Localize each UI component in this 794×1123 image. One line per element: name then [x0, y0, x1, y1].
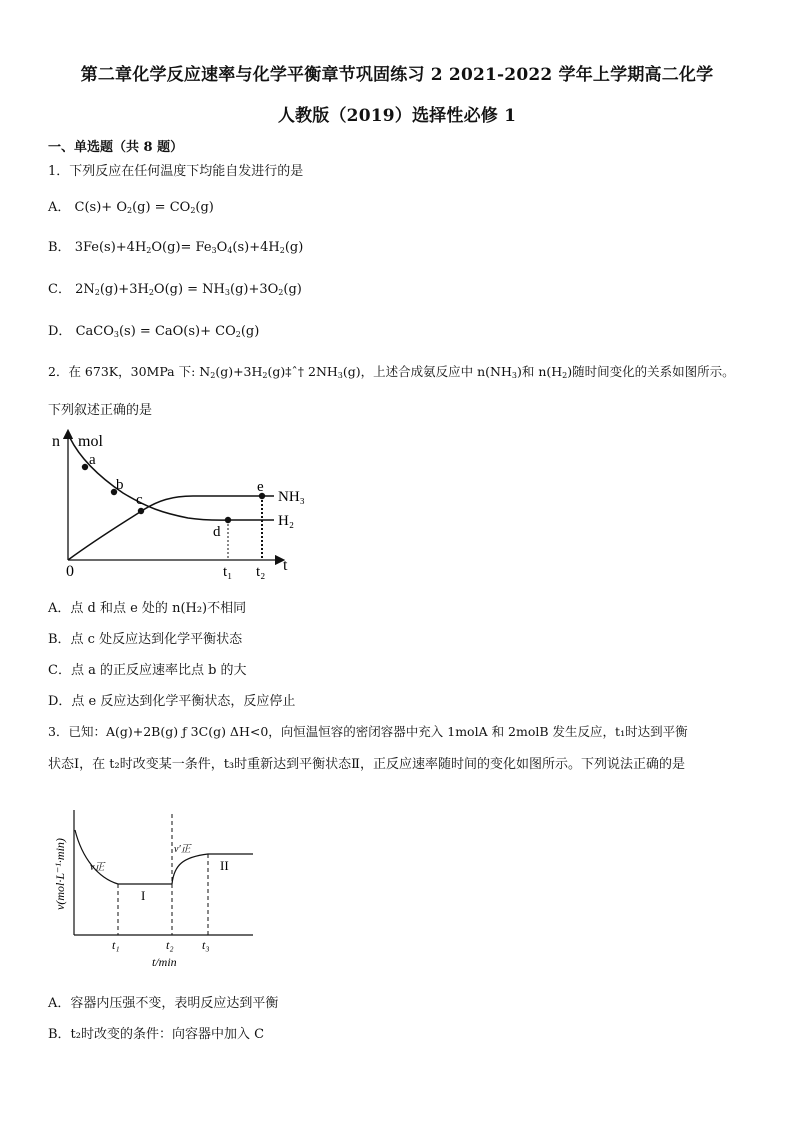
q2-origin-label: 0 [66, 563, 74, 580]
q2-y-unit: mol [78, 433, 103, 450]
q2-point-d [225, 517, 231, 523]
q3-curve-v-forward-prime [172, 854, 253, 884]
q3-stem-continued: 状态Ⅰ，在 t₂时改变某一条件，t₃时重新达到平衡状态Ⅱ，正反应速率随时间的变化如图所示。下列说法正确的是 [48, 757, 685, 772]
q2-label-e: e [257, 479, 264, 495]
q2-label-c: c [136, 492, 143, 508]
q3-stem: 3．已知：A(g)+2B(g) ƒ 3C(g) ΔH<0，向恒温恒容的密闭容器中充入 1molA 和 2molB 发生反应，t₁时达到平衡 [48, 724, 688, 739]
section-heading: 一、单选题（共 8 题） [48, 140, 184, 155]
document-title-line2: 人教版（2019）选择性必修 1 [277, 106, 517, 126]
q3-tick-t1: t₁ [112, 938, 120, 952]
q2-tick-t1: t₁ [223, 564, 233, 580]
q1-option-a: A． $C(s)+ O_2(g) = CO_2(g)$ [48, 200, 214, 215]
q2-y-axis-label: n [52, 433, 60, 450]
q3-label-state-2: II [220, 858, 229, 873]
q2-label-d: d [213, 524, 221, 540]
q2-label-a: a [89, 452, 96, 468]
q3-tick-t2: t₂ [166, 938, 174, 952]
q1-option-b: B． $3Fe(s)+4H_2O(g)= Fe_3O_4(s)+4H_2(g)$ [48, 240, 304, 255]
q3-option-b: B．t₂时改变的条件：向容器中加入 C [48, 1027, 265, 1042]
q3-label-state-1: I [141, 888, 146, 903]
q1-option-d: D． CaCO$_3$(s) = $CaO(s)+ CO_2(g)$ [48, 324, 260, 339]
q2-label-b: b [116, 477, 124, 493]
q1-option-a-text: $C(s)+ O_2(g) = CO_2(g)$ [74, 200, 214, 215]
q2-x-axis-label: t [283, 557, 288, 574]
q2-stem: 2．在 673K，30MPa 下: $N_2(g)+3H_2(g)\ddagger ˆ\dagger$ $2NH_3(g)$，上述合成氨反应中 $n(NH_3)$和 $n(H_2)$随时间变化的关系如图所示。 [48, 364, 735, 380]
q3-y-axis-label: v(mol·L⁻¹·min) [53, 838, 67, 910]
q2-option-b: B．点 c 处反应达到化学平衡状态 [48, 632, 243, 647]
q2-tick-t2: t₂ [256, 564, 266, 580]
q2-nh3-curve [68, 496, 274, 560]
q3-x-axis-label: t/min [152, 955, 177, 969]
q3-label-v-forward: v正 [90, 862, 105, 873]
document-title-line1: 第二章化学反应速率与化学平衡章节巩固练习 2 2021-2022 学年上学期高二化学 [80, 65, 714, 85]
q2-option-c: C．点 a 的正反应速率比点 b 的大 [48, 663, 247, 678]
q2-stem-continued: 下列叙述正确的是 [48, 403, 153, 418]
q1-stem: 1．下列反应在任何温度下均能自发进行的是 [48, 164, 304, 179]
q1-option-d-text: CaCO$_3$(s) = $CaO(s)+ CO_2(g)$ [75, 324, 260, 339]
q2-option-a: A．点 d 和点 e 处的 n(H₂)不相同 [48, 601, 247, 616]
q2-series-nh3: NH₃ [278, 489, 305, 505]
q2-option-d: D．点 e 反应达到化学平衡状态，反应停止 [48, 694, 296, 709]
q3-curve-v-forward [75, 830, 172, 884]
q2-figure [48, 428, 318, 592]
q1-option-c-text: $2N_2(g)+3H_2O(g) = NH_3(g)+3O_2(g)$ [75, 282, 302, 297]
q2-point-a [82, 464, 88, 470]
q1-option-c: C． $2N_2(g)+3H_2O(g) = NH_3(g)+3O_2(g)$ [48, 282, 302, 297]
q3-option-a: A．容器内压强不变，表明反应达到平衡 [48, 996, 279, 1011]
q3-figure [48, 800, 268, 976]
q1-option-b-text: $3Fe(s)+4H_2O(g)= Fe_3O_4(s)+4H_2(g)$ [74, 240, 304, 255]
q3-label-v-forward-prime: v′正 [174, 844, 191, 855]
q2-series-h2: H₂ [278, 513, 295, 529]
q2-h2-curve [70, 438, 274, 520]
q3-tick-t3: t₃ [202, 938, 210, 952]
q2-point-c [138, 508, 144, 514]
